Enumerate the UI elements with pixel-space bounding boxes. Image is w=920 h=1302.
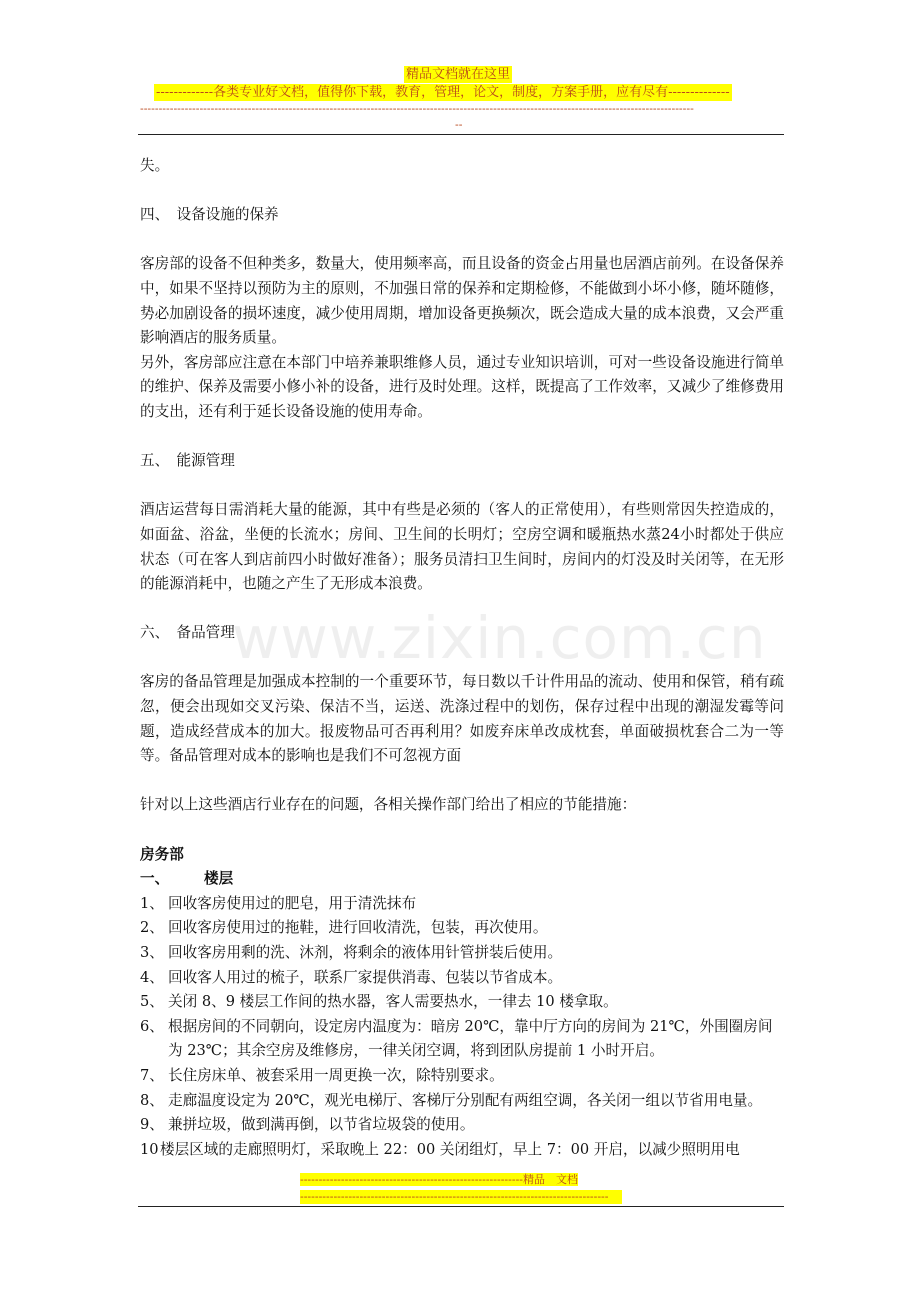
paragraph-supplies: 客房的备品管理是加强成本控制的一个重要环节，每日数以千计件用品的流动、使用和保管，稍有疏忽，便会出现如交叉污染、保洁不当，运送、洗涤过程中的划伤，保存过程中出现的潮湿发霉等问题，造成经营成本的加大。报废物品可否再利用？如废弃床单改成枕套，单面破损枕套合二为一等等。备品管理对成本的影响也是我们不可忽视方面 [140,673,784,765]
header-rule [138,134,784,135]
paragraph-continuation: 失。 [140,157,170,174]
list-item [140,990,784,1015]
header-dash-line: ----------------------------------------------------------------------------------------------------------------------------------------------------- [140,102,694,115]
document-body [140,154,784,1162]
list-item-text: 关闭 8、9 楼层工作间的热水器，客人需要热水，一律去 10 楼拿取。 [168,993,618,1011]
list-item [140,1015,784,1064]
list-item-number: 2、 [140,919,164,937]
paragraph-measures-intro: 针对以上这些酒店行业存在的问题，各相关操作部门给出了相应的节能措施： [140,796,637,814]
footer-line-2: ----------------------------------------------------------------------------------- [300,1190,622,1204]
list-item-number: 4、 [140,968,164,986]
paragraph-equipment-1: 客房部的设备不但种类多，数量大，使用频率高，而且设备的资金占用量也居酒店前列。在设备保养中，如果不坚持以预防为主的原则，不加强日常的保养和定期检修，不能做到小坏小修，随坏随修，势必加剧设备的损坏速度，减少使用周期，增加设备更换频次，既会造成大量的成本浪费，又会严重影响酒店的服务质量。 [140,255,784,347]
list-item [140,916,784,941]
measures-list [140,892,784,1163]
list-item-number: 1、 [140,894,164,912]
list-item-text: 回收客房使用过的拖鞋，进行回收清洗，包装，再次使用。 [168,919,548,937]
heading-energy-management: 五、 能源管理 [140,452,235,470]
section-number: 一、 [140,870,170,888]
paragraph-equipment-2: 另外，客房部应注意在本部门中培养兼职维修人员，通过专业知识培训，可对一些设备设施进行简单的维护、保养及需要小修小补的设备，进行及时处理。这样，既提高了工作效率，又减少了维修费用的支出，还有利于延长设备设施的使用寿命。 [140,353,784,420]
section-title: 楼层 [204,870,234,888]
list-item-number: 3、 [140,944,164,961]
list-item-text: 回收客房用剩的洗、沐剂，将剩余的液体用针管拼装后使用。 [168,944,563,961]
footer-label: 精品 文档 [523,1173,579,1186]
header-title: 精品文档就在这里 [406,67,511,82]
header-dash-tail: -- [455,118,463,131]
department-title: 房务部 [140,845,184,863]
list-item-text: 回收客房使用过的肥皂，用于清洗抹布 [168,894,417,912]
list-item [140,1089,784,1114]
list-item [140,1064,784,1089]
list-item-number: 5、 [140,993,164,1011]
paragraph-energy: 酒店运营每日需消耗大量的能源，其中有些是必须的（客人的正常使用），有些则常因失控造成的，如面盆、浴盆，坐便的长流水；房间、卫生间的长明灯；空房空调和暖瓶热水蒸24小时都处于供应状态（可在客人到店前四小时做好准备）；服务员清扫卫生间时，房间内的灯没及时关闭等，在无形的能源消耗中，也随之产生了无形成本浪费。 [140,501,784,593]
section-heading-floor [140,867,784,892]
list-item-text: 楼层区域的走廊照明灯，采取晚上 22：00 关闭组灯，早上 7：00 开启，以减少照明用电 [160,1140,740,1158]
footer-rule [138,1206,784,1207]
watermark: www.zixin.com.cn [232,604,767,672]
heading-equipment-maintenance: 四、 设备设施的保养 [140,206,279,224]
list-item [140,1113,784,1138]
header-subtitle: -------------各类专业好文档，值得你下载，教育，管理，论文，制度，方案手册，应有尽有-------------- [156,85,730,100]
list-item-number: 7、 [140,1066,164,1084]
list-item [140,966,784,991]
heading-supplies-management: 六、 备品管理 [140,624,235,642]
list-item-text: 走廊温度设定为 20℃，观光电梯厅、客梯厅分别配有两组空调，各关闭一组以节省用电量。 [168,1091,763,1109]
list-item [140,941,784,966]
list-item-number: 6、 [140,1017,164,1035]
list-item-number: 10 [140,1140,159,1158]
list-item [140,1138,784,1163]
footer-line-1 [300,1172,578,1187]
list-item-text: 根据房间的不同朝向，设定房内温度为：暗房 20℃，靠中厅方向的房间为 21℃，外围圈房间为 23℃；其余空房及维修房，一律关闭空调，将到团队房提前 1 小时开启。 [168,1017,773,1060]
list-item-number: 8、 [140,1091,164,1109]
list-item-text: 兼拼垃圾，做到满再倒，以节省垃圾袋的使用。 [168,1116,475,1134]
list-item-text: 回收客人用过的梳子，联系厂家提供消毒、包装以节省成本。 [168,968,563,986]
list-item-number: 9、 [140,1116,164,1134]
list-item [140,892,784,917]
list-item-text: 长住房床单、被套采用一周更换一次，除特别要求。 [168,1066,504,1084]
footer-dashes: ------------------------------------------------------------ [300,1173,524,1186]
